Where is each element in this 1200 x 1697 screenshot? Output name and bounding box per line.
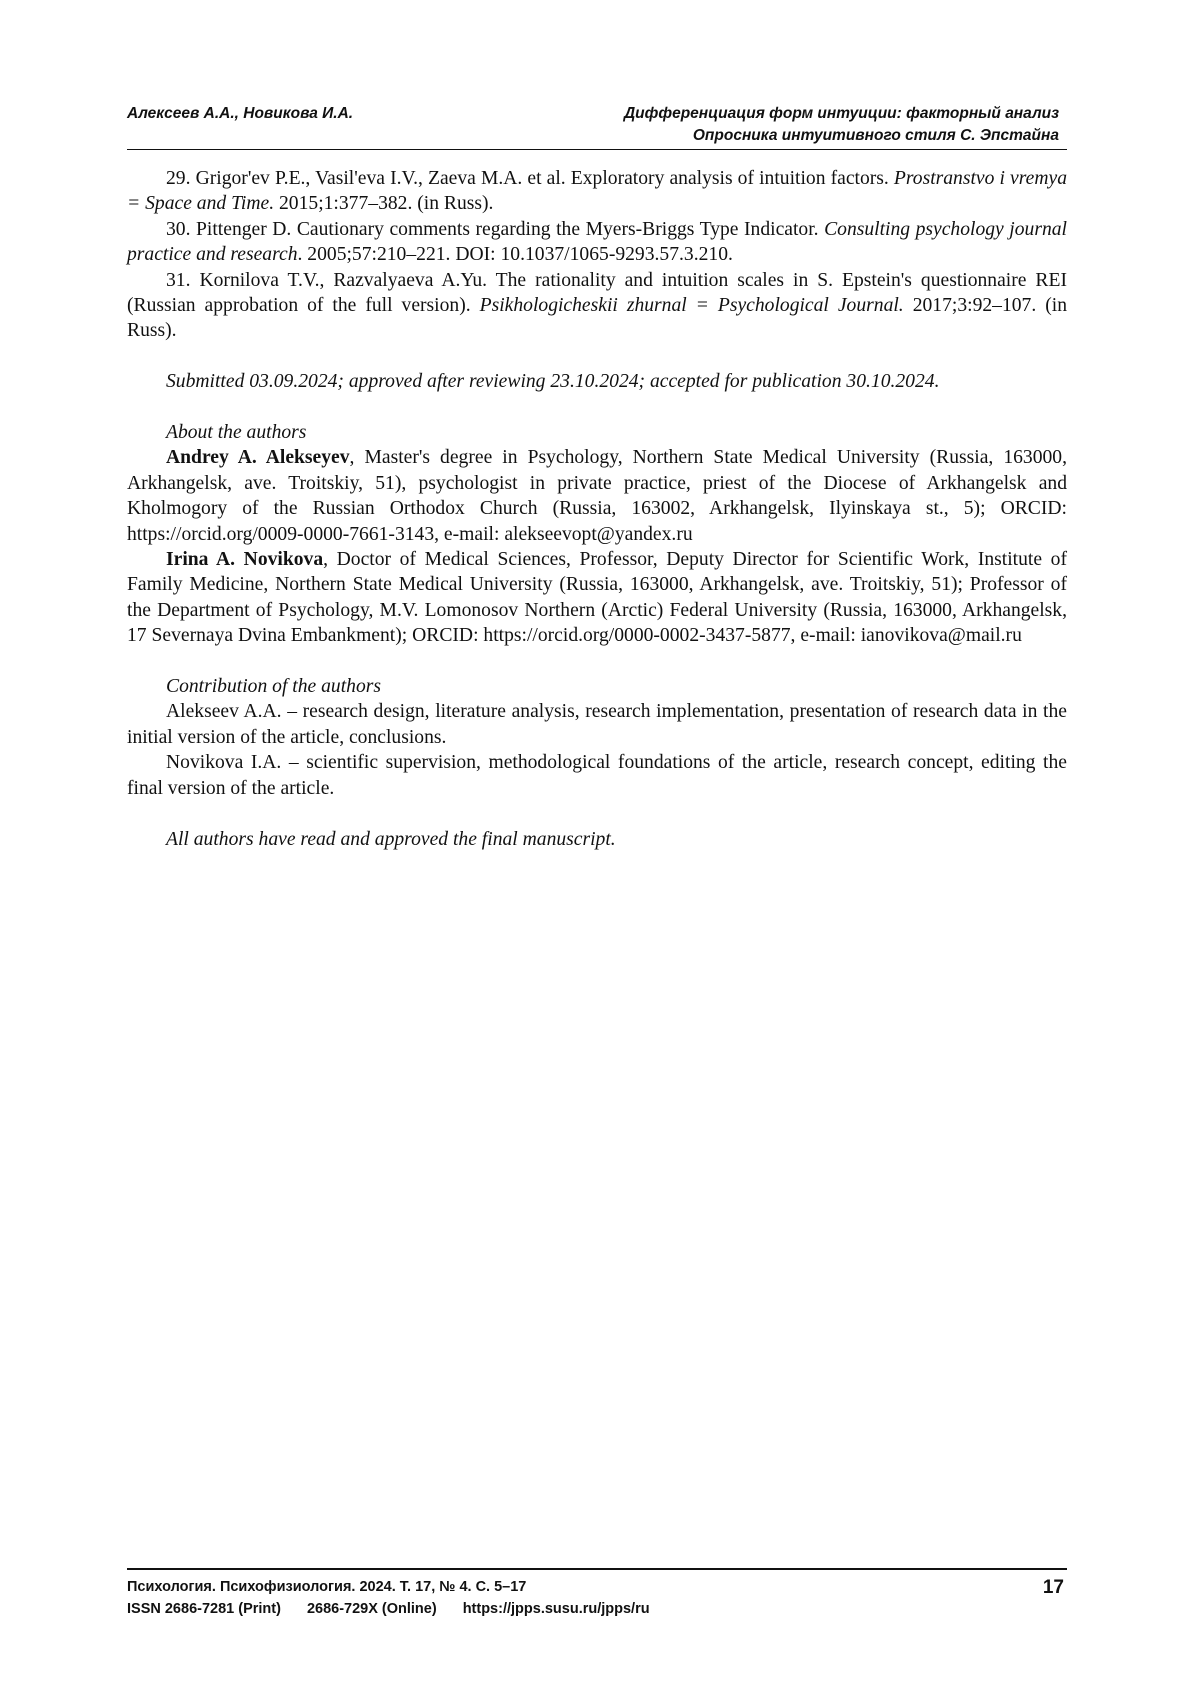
running-header	[127, 103, 1067, 149]
reference-source: Prostranstvo i vremya = Space and Time.	[127, 168, 1067, 215]
article-body	[127, 166, 1067, 852]
approval-statement: All authors have read and approved the final manuscript.	[166, 828, 616, 850]
reference-details: . 2005;57:210–221. DOI: 10.1037/1065-9293.57.3.210.	[297, 244, 733, 266]
reference-item	[127, 268, 1067, 344]
issn-print: ISSN 2686-7281 (Print)	[127, 1601, 281, 1617]
reference-text: 29. Grigor'ev P.E., Vasil'eva I.V., Zaeva M.A. et al. Exploratory analysis of intuition factors.	[166, 168, 894, 189]
reference-source: Consulting psychology journal practice and research	[127, 218, 1067, 266]
author-bio	[127, 547, 1067, 649]
header-authors: Алексеев А.А., Новикова И.А.	[127, 105, 354, 122]
contribution-section	[127, 674, 1067, 801]
author-name: Irina A. Novikova	[166, 549, 324, 571]
about-authors-section	[127, 420, 1067, 649]
contribution-item: Novikova I.A. – scientific supervision, methodological foundations of the article, research concept, editing the final version of the article.	[127, 752, 1067, 799]
spacer	[127, 649, 1067, 674]
reference-text: 30. Pittenger D. Cautionary comments regarding the Myers-Briggs Type Indicator.	[166, 218, 825, 240]
author-bio-text: , Doctor of Medical Sciences, Professor, Deputy Director for Scientific Work, Institute of Family Medicine, Northern State Medical University (Russia, 163000, Arkhangelsk, ave. Troitskiy, 51); Professor of the Department of Psychology, M.V. Lomonosov Northern (Arctic) Federal University (Russia, 163000, Arkhangelsk, 17 Severnaya Dvina Embankment); ORCID: https://orcid.org/0000-0002-3437-5877, e-mail: ianovikova@mail.ru	[127, 549, 1067, 647]
page-number: 17	[1042, 1577, 1064, 1598]
author-name: Andrey A. Alekseyev	[166, 447, 350, 469]
header-title-line-2: Опросника интуитивного стиля С. Эпстайна	[692, 127, 1059, 144]
reference-details: 2015;1:377–382. (in Russ).	[274, 193, 494, 215]
reference-item	[127, 166, 1067, 217]
header-title	[624, 103, 1059, 147]
reference-item	[127, 217, 1067, 268]
header-title-line-1: Дифференциация форм интуиции: факторный анализ	[623, 105, 1059, 122]
reference-list	[127, 166, 1067, 344]
reference-details: 2017;3:92–107. (in Russ).	[127, 295, 1067, 342]
about-authors-heading: About the authors	[166, 422, 307, 444]
header-rule	[127, 149, 1067, 150]
spacer	[127, 395, 1067, 420]
contribution-heading: Contribution of the authors	[166, 676, 382, 698]
author-bio	[127, 445, 1067, 547]
page-footer	[127, 1576, 1067, 1620]
journal-citation: Психология. Психофизиология. 2024. Т. 17, № 4. С. 5–17	[127, 1579, 527, 1595]
reference-source: Psikhologicheskii zhurnal = Psychological Journal.	[479, 295, 904, 317]
spacer	[127, 344, 1067, 369]
submission-dates: Submitted 03.09.2024; approved after reviewing 23.10.2024; accepted for publication 30.10.2024.	[166, 371, 940, 393]
contribution-item: Alekseev A.A. – research design, literature analysis, research implementation, presentation of research data in the initial version of the article, conclusions.	[127, 701, 1067, 748]
issn-online: 2686-729X (Online)	[306, 1601, 437, 1617]
issn-line	[127, 1598, 1067, 1620]
footer-rule	[127, 1568, 1067, 1570]
reference-text: 31. Kornilova T.V., Razvalyaeva A.Yu. The rationality and intuition scales in S. Epstein's questionnaire REI (Russian approbation of the full version).	[127, 269, 1067, 317]
author-bio-text: , Master's degree in Psychology, Northern State Medical University (Russia, 163000, Arkhangelsk, ave. Troitskiy, 51), psychologist in private practice, priest of the Diocese of Arkhangelsk and Kholmogory of the Russian Orthodox Church (Russia, 163002, Arkhangelsk, Ilyinskaya st., 5); ORCID: https://orcid.org/0009-0000-7661-3143, e-mail: alekseevopt@yandex.ru	[127, 447, 1067, 545]
journal-url[interactable]: https://jpps.susu.ru/jpps/ru	[462, 1601, 650, 1617]
spacer	[127, 801, 1067, 826]
